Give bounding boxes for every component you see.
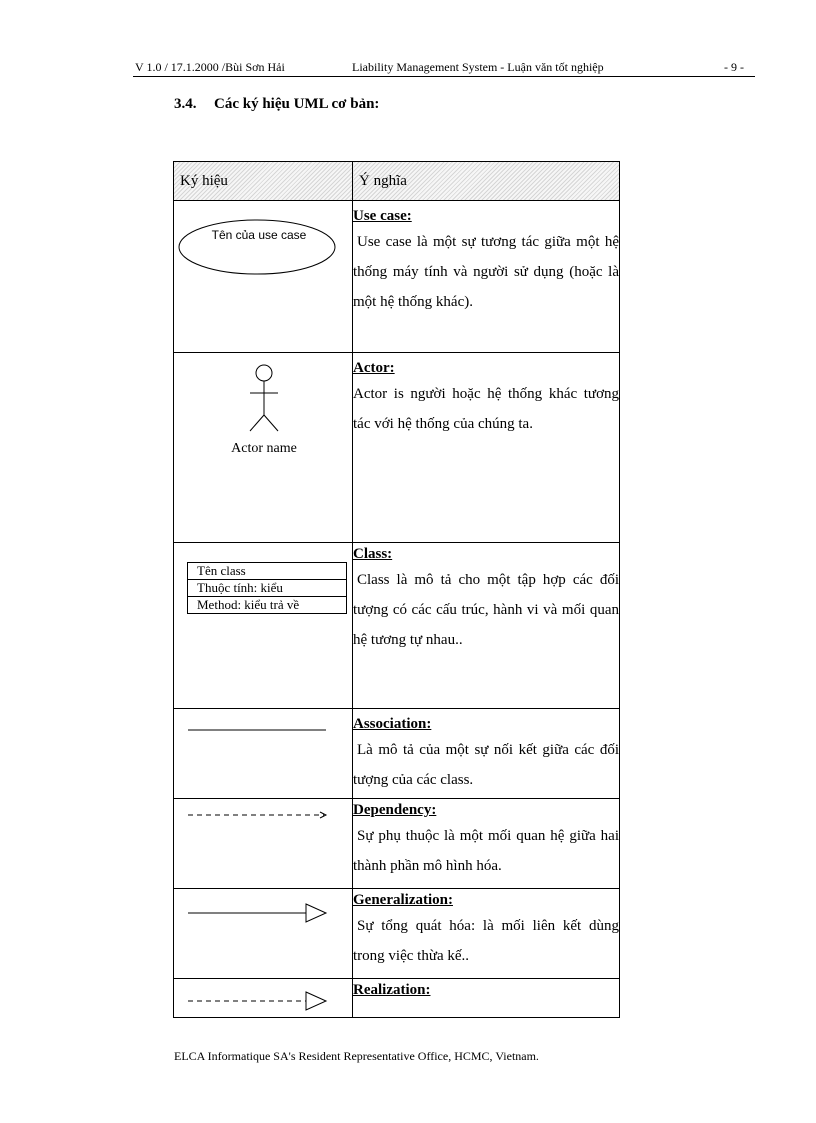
table-row-use-case bbox=[174, 201, 620, 353]
term-association: Association: bbox=[353, 716, 432, 732]
class-meaning-cell bbox=[353, 543, 620, 709]
generalization-symbol-cell bbox=[174, 889, 353, 979]
term-dependency: Dependency: bbox=[353, 802, 437, 818]
header-version: V 1.0 / 17.1.2000 /Bùi Sơn Hải bbox=[135, 60, 285, 74]
dependency-description: Sự phụ thuộc là một mối quan hệ giữa hai thành phần mô hình hóa. bbox=[353, 828, 619, 874]
header-meaning-label: Ý nghĩa bbox=[359, 172, 407, 189]
actor-meaning-cell bbox=[353, 353, 620, 543]
class-symbol-cell bbox=[174, 543, 353, 709]
table-row-generalization bbox=[174, 889, 620, 979]
table-row-dependency bbox=[174, 799, 620, 889]
dependency-dashed-arrow-icon bbox=[186, 809, 334, 821]
section-title: Các ký hiệu UML cơ bản: bbox=[214, 96, 380, 112]
actor-symbol-label: Actor name bbox=[231, 441, 297, 456]
generalization-description: Sự tổng quát hóa: là mối liên kết dùng trong việc thừa kế.. bbox=[353, 918, 619, 964]
term-generalization: Generalization: bbox=[353, 892, 453, 908]
class-name-compartment: Tên class bbox=[197, 563, 246, 578]
actor-symbol-cell bbox=[174, 353, 353, 543]
header-rule bbox=[133, 76, 755, 77]
uml-symbol-table bbox=[173, 161, 620, 1018]
table-row-association bbox=[174, 709, 620, 799]
dependency-symbol-cell bbox=[174, 799, 353, 889]
class-attribute-compartment: Thuộc tính: kiểu bbox=[188, 579, 346, 596]
table-row-actor bbox=[174, 353, 620, 543]
header-symbol-label: Ký hiệu bbox=[180, 172, 228, 189]
section-number: 3.4. bbox=[174, 96, 197, 112]
realization-symbol-cell bbox=[174, 979, 353, 1018]
header-page-number: - 9 - bbox=[724, 60, 744, 74]
table-header-row bbox=[174, 162, 620, 201]
header-symbol-cell bbox=[174, 162, 353, 201]
section-heading bbox=[174, 96, 379, 113]
table-row-realization bbox=[174, 979, 620, 1018]
term-actor: Actor: bbox=[353, 360, 395, 376]
footer-text: ELCA Informatique SA's Resident Representative Office, HCMC, Vietnam. bbox=[174, 1049, 539, 1063]
generalization-meaning-cell bbox=[353, 889, 620, 979]
association-symbol-cell bbox=[174, 709, 353, 799]
use-case-meaning-cell bbox=[353, 201, 620, 353]
generalization-arrow-icon bbox=[186, 901, 336, 925]
actor-description: Actor is người hoặc hệ thống khác tương tác với hệ thống của chúng ta. bbox=[353, 386, 619, 432]
table-row-class bbox=[174, 543, 620, 709]
association-description: Là mô tả của một sự nối kết giữa các đối tượng của các class. bbox=[353, 742, 619, 788]
class-method-compartment: Method: kiểu trả về bbox=[188, 596, 346, 613]
dependency-meaning-cell bbox=[353, 799, 620, 889]
class-description: Class là mô tả cho một tập hợp các đối tượng có các cấu trúc, hành vi và mối quan hệ tương tự nhau.. bbox=[353, 572, 619, 648]
term-class: Class: bbox=[353, 546, 393, 562]
association-meaning-cell bbox=[353, 709, 620, 799]
term-realization: Realization: bbox=[353, 982, 431, 998]
use-case-symbol-cell bbox=[174, 201, 353, 353]
class-box-icon bbox=[187, 562, 347, 614]
term-use-case: Use case: bbox=[353, 208, 412, 224]
realization-meaning-cell bbox=[353, 979, 620, 1018]
association-line-icon bbox=[186, 725, 331, 735]
actor-stick-figure-icon bbox=[244, 363, 284, 435]
use-case-description: Use case là một sự tương tác giữa một hệ thống máy tính và người sử dụng (hoặc là một hệ thống khác). bbox=[353, 234, 619, 310]
header-title: Liability Management System - Luận văn tốt nghiệp bbox=[352, 60, 604, 74]
realization-dashed-arrow-icon bbox=[186, 989, 336, 1013]
header-meaning-cell bbox=[353, 162, 620, 201]
use-case-symbol-label: Tên của use case bbox=[211, 228, 307, 242]
